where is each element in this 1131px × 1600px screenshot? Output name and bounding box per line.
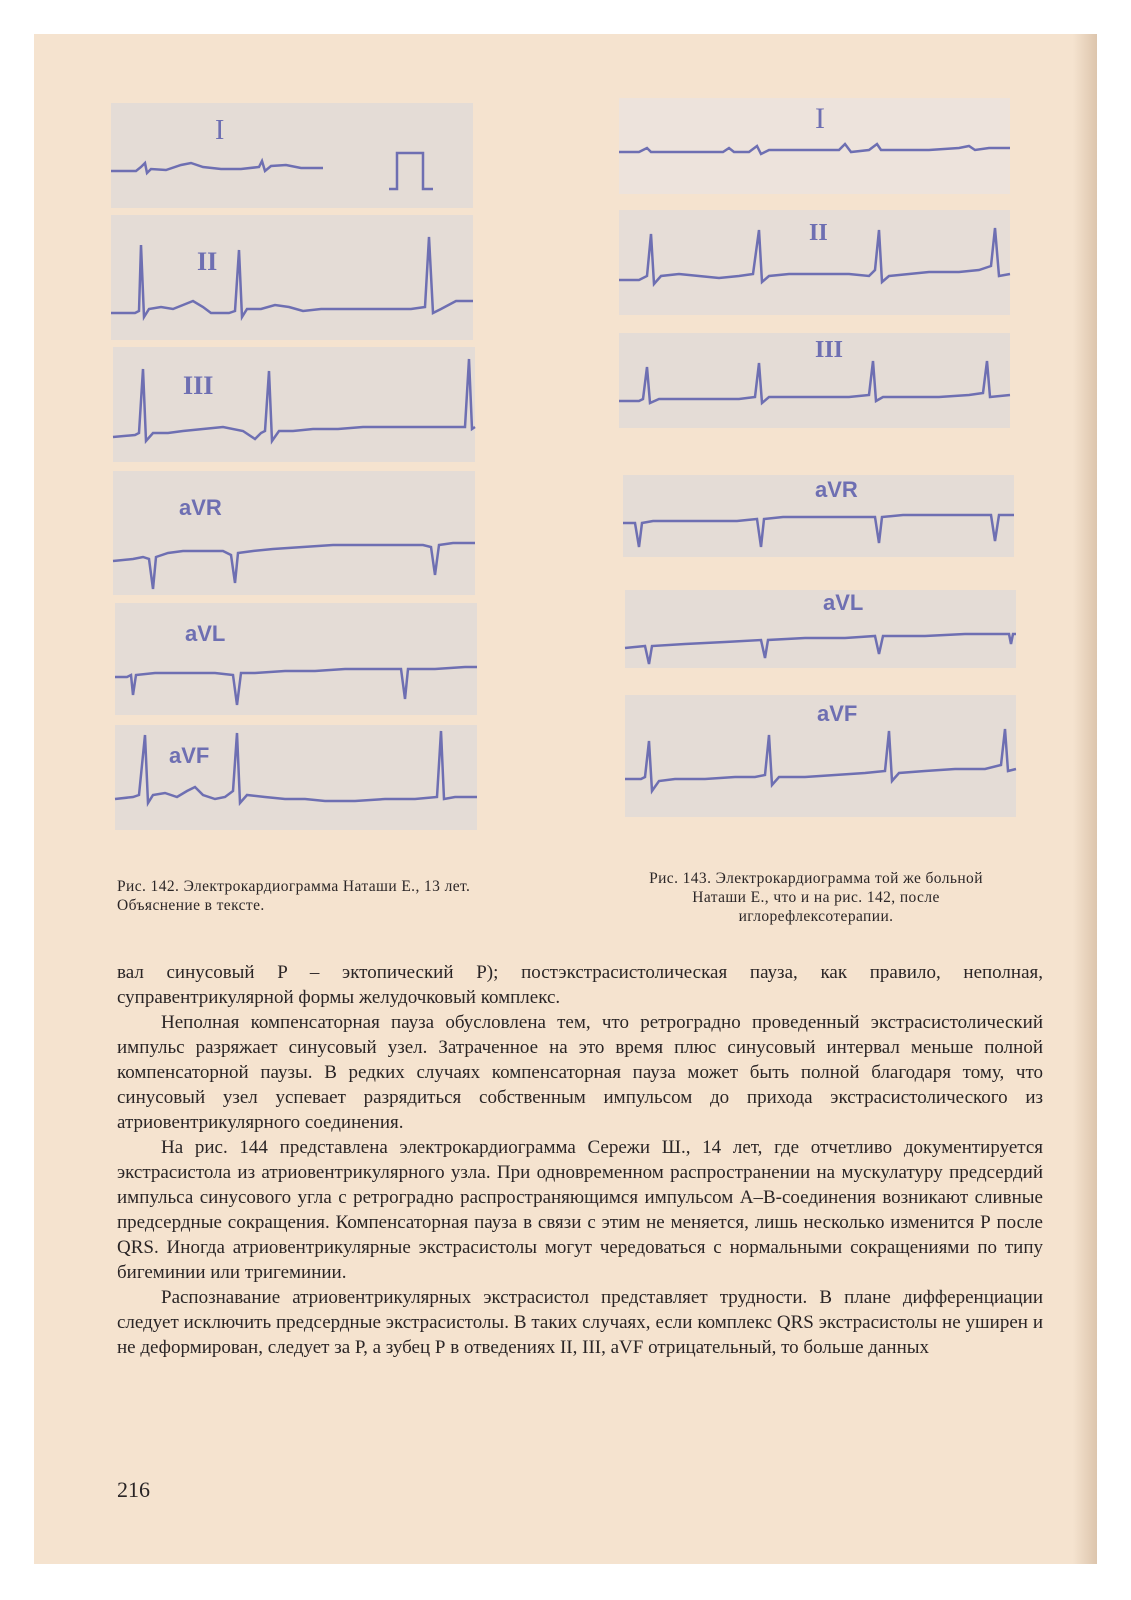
lead-label: I xyxy=(215,115,225,146)
ecg-strip-lead-avf xyxy=(115,725,477,830)
ecg-strip-lead-iii xyxy=(113,347,475,462)
figure-143-caption xyxy=(620,869,1012,926)
lead-label: aVL xyxy=(185,621,226,646)
page-edge-shadow xyxy=(1073,34,1097,1564)
ecg-trace xyxy=(619,98,1010,194)
ecg-strip-lead-i xyxy=(111,103,473,208)
ecg-strip-lead-iii xyxy=(619,333,1010,428)
ecg-trace xyxy=(113,347,475,462)
lead-label: aVF xyxy=(169,743,210,768)
lead-label: I xyxy=(815,102,825,135)
page-number: 216 xyxy=(117,1477,150,1502)
ecg-trace xyxy=(623,475,1014,557)
figure-142-caption xyxy=(117,877,479,915)
paragraph: вал синусовый P – эктопический P); постэкстрасистолическая пауза, как правило, неполная, суправентрикулярной формы желудочковый комплекс. xyxy=(117,962,1043,1008)
ecg-trace xyxy=(115,603,477,715)
lead-label: II xyxy=(197,247,218,276)
ecg-strip-lead-i xyxy=(619,98,1010,194)
body-text xyxy=(117,960,1043,1360)
ecg-trace xyxy=(111,215,473,340)
caption-text: Электрокардиограмма Наташи Е., 13 лет. Объяснение в тексте. xyxy=(117,878,471,914)
caption-text: Электрокардиограмма той же больной Наташи Е., что и на рис. 142, после иглорефлексотерапии. xyxy=(692,870,983,925)
lead-label: aVL xyxy=(823,590,864,615)
ecg-trace xyxy=(625,695,1016,817)
caption-number: Рис. 142. xyxy=(117,878,180,895)
lead-label: II xyxy=(809,220,828,246)
ecg-trace xyxy=(619,333,1010,428)
ecg-strip-lead-avl xyxy=(625,590,1016,668)
lead-label: aVR xyxy=(815,477,858,502)
calibration-pulse xyxy=(389,153,433,189)
ecg-strip-lead-ii xyxy=(111,215,473,340)
ecg-strip-lead-ii xyxy=(619,210,1010,315)
ecg-trace xyxy=(111,103,473,208)
lead-label: III xyxy=(183,371,214,400)
ecg-trace xyxy=(113,471,475,595)
lead-label: III xyxy=(815,337,844,363)
ecg-strip-lead-avr xyxy=(113,471,475,595)
paragraph: Распознавание атриовентрикулярных экстрасистол представляет трудности. В плане дифференциации следует исключить предсердные экстрасистолы. В таких случаях, если комплекс QRS экстрасистолы не уширен и не деформирован, следует за Р, а зубец Р в отведениях II, III, aVF отрицательный, то больше данных xyxy=(117,1287,1043,1358)
lead-label: aVF xyxy=(817,701,858,726)
ecg-strip-lead-avl xyxy=(115,603,477,715)
ecg-trace xyxy=(115,725,477,830)
caption-number: Рис. 143. xyxy=(649,870,712,887)
paragraph: Неполная компенсаторная пауза обусловлена тем, что ретроградно проведенный экстрасистолический импульс разряжает синусовый узел. Затраченное на это время плюс синусовый интервал меньше полной компенсаторной паузы. В редких случаях компенсаторная пауза может быть полной благодаря тому, что синусовый узел успевает разрядиться собственным импульсом до прихода экстрасистолического из атриовентрикулярного соединения. xyxy=(117,1012,1043,1133)
ecg-trace xyxy=(619,210,1010,315)
paragraph: На рис. 144 представлена электрокардиограмма Сережи Ш., 14 лет, где отчетливо документируется экстрасистола из атриовентрикулярного узла. При одновременном распространении на мускулатуру предсердий импульса синусового угла с ретроградно распространяющимся импульсом А–В-соединения возникают сливные предсердные сокращения. Компенсаторная пауза в связи с этим не меняется, лишь несколько изменится Р после QRS. Иногда атриовентрикулярные экстрасистолы могут чередоваться с нормальными сокращениями по типу бигеминии или тригеминии. xyxy=(117,1137,1043,1283)
ecg-strip-lead-avr xyxy=(623,475,1014,557)
ecg-trace xyxy=(625,590,1016,668)
lead-label: aVR xyxy=(179,495,222,520)
ecg-strip-lead-avf xyxy=(625,695,1016,817)
